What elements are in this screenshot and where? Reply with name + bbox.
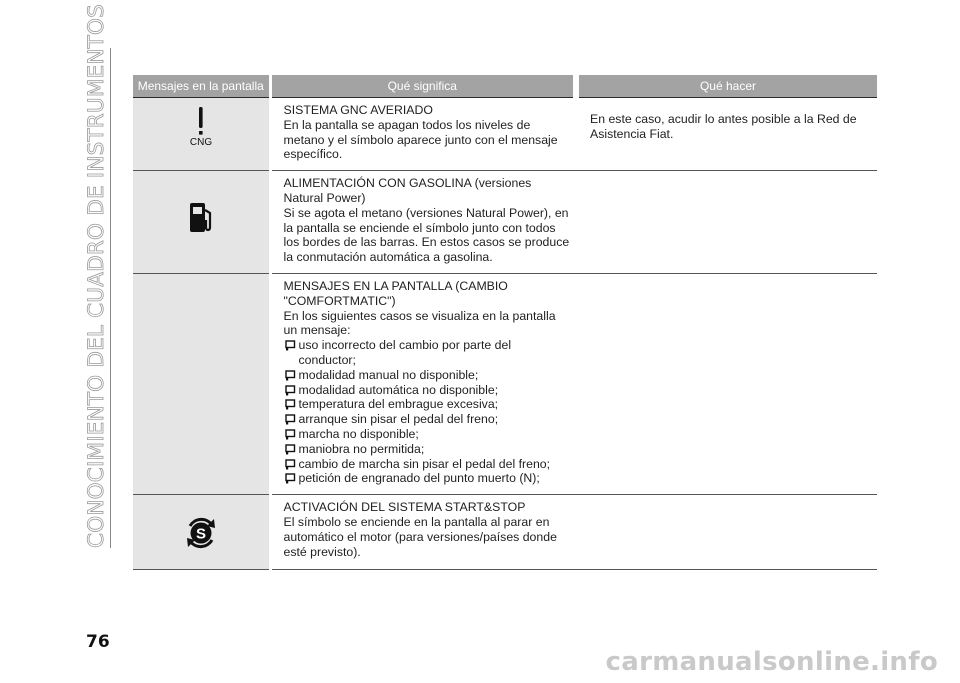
list-item bbox=[284, 442, 571, 457]
list-item bbox=[284, 427, 571, 442]
bullet-text: cambio de marcha sin pisar el pedal del freno; bbox=[298, 456, 551, 471]
list-item bbox=[284, 368, 571, 383]
row-title: SISTEMA GNC AVERIADO bbox=[283, 103, 433, 117]
row-body: En la pantalla se apagan todos los niveles de metano y el símbolo aparece junto con el mensaje específico. bbox=[283, 117, 558, 162]
display-bullet-icon bbox=[285, 370, 296, 381]
bullet-text: maniobra no permitida; bbox=[298, 441, 425, 456]
list-item bbox=[284, 397, 571, 412]
header-meaning: Qué significa bbox=[270, 75, 576, 98]
bullet-text: marcha no disponible; bbox=[298, 426, 419, 441]
table-row bbox=[133, 98, 877, 171]
bullet-text: arranque sin pisar el pedal del freno; bbox=[298, 412, 499, 427]
messages-table bbox=[133, 75, 877, 570]
fuel-pump-icon bbox=[186, 201, 216, 235]
display-bullet-icon bbox=[285, 399, 296, 410]
bullet-text: petición de engranado del punto muerto (N); bbox=[298, 471, 540, 486]
row-body: Si se agota el metano (versiones Natural Power), en la pantalla se enciende el símbolo junto con todos los bordes de las barras. En estos casos se produce la conmutación automática a gasolina. bbox=[283, 205, 570, 265]
meaning-cell bbox=[270, 273, 576, 494]
bullet-text: uso incorrecto del cambio por parte del conductor; bbox=[298, 338, 512, 367]
list-item bbox=[284, 412, 571, 427]
table-row bbox=[133, 495, 877, 570]
row-title: ALIMENTACIÓN CON GASOLINA (versiones Natural Power) bbox=[283, 176, 532, 205]
icon-cell bbox=[133, 495, 270, 570]
meaning-cell bbox=[270, 495, 576, 570]
row-body: El símbolo se enciende en la pantalla al parar en automático el motor (para versiones/países donde esté previsto). bbox=[283, 514, 557, 559]
action-cell bbox=[576, 98, 877, 171]
start-stop-letter: S bbox=[195, 525, 206, 543]
display-bullet-icon bbox=[285, 459, 296, 470]
action-cell bbox=[576, 273, 877, 494]
page-number: 76 bbox=[86, 632, 110, 652]
action-cell bbox=[576, 171, 877, 274]
bullet-text: temperatura del embrague excesiva; bbox=[298, 397, 499, 412]
display-bullet-icon bbox=[285, 473, 296, 484]
display-bullet-icon bbox=[285, 385, 296, 396]
header-action: Qué hacer bbox=[576, 75, 877, 98]
start-stop-icon bbox=[181, 513, 221, 553]
meaning-cell bbox=[270, 98, 576, 171]
side-divider bbox=[110, 48, 111, 548]
list-item bbox=[284, 471, 571, 486]
list-item bbox=[284, 457, 571, 472]
chapter-side-title: CONOCIMIENTO DEL CUADRO DE INSTRUMENTOS bbox=[84, 4, 109, 548]
display-bullet-icon bbox=[285, 429, 296, 440]
watermark: carmanualsonline.info bbox=[605, 647, 938, 677]
row-body: En los siguientes casos se visualiza en la pantalla un mensaje: bbox=[283, 308, 556, 338]
bullet-list bbox=[284, 338, 571, 486]
icon-cell bbox=[133, 273, 270, 494]
bullet-text: modalidad automática no disponible; bbox=[298, 382, 499, 397]
cng-label: CNG bbox=[189, 137, 212, 146]
meaning-cell bbox=[270, 171, 576, 274]
table-header-row bbox=[133, 75, 877, 98]
icon-cell bbox=[133, 98, 270, 171]
list-item bbox=[284, 383, 571, 398]
row-action: En este caso, acudir lo antes posible a la Red de Asistencia Fiat. bbox=[590, 112, 857, 141]
display-bullet-icon bbox=[285, 444, 296, 455]
table-row bbox=[133, 273, 877, 494]
icon-cell bbox=[133, 171, 270, 274]
cng-warning-icon bbox=[181, 106, 221, 146]
row-title: MENSAJES EN LA PANTALLA (CAMBIO "COMFORTMATIC") bbox=[283, 278, 508, 308]
action-cell bbox=[576, 495, 877, 570]
table-row bbox=[133, 171, 877, 274]
header-messages: Mensajes en la pantalla bbox=[133, 75, 270, 98]
bullet-text: modalidad manual no disponible; bbox=[298, 367, 479, 382]
row-title: ACTIVACIÓN DEL SISTEMA START&STOP bbox=[283, 500, 526, 515]
display-bullet-icon bbox=[285, 414, 296, 425]
display-bullet-icon bbox=[285, 340, 296, 351]
list-item bbox=[284, 338, 571, 368]
